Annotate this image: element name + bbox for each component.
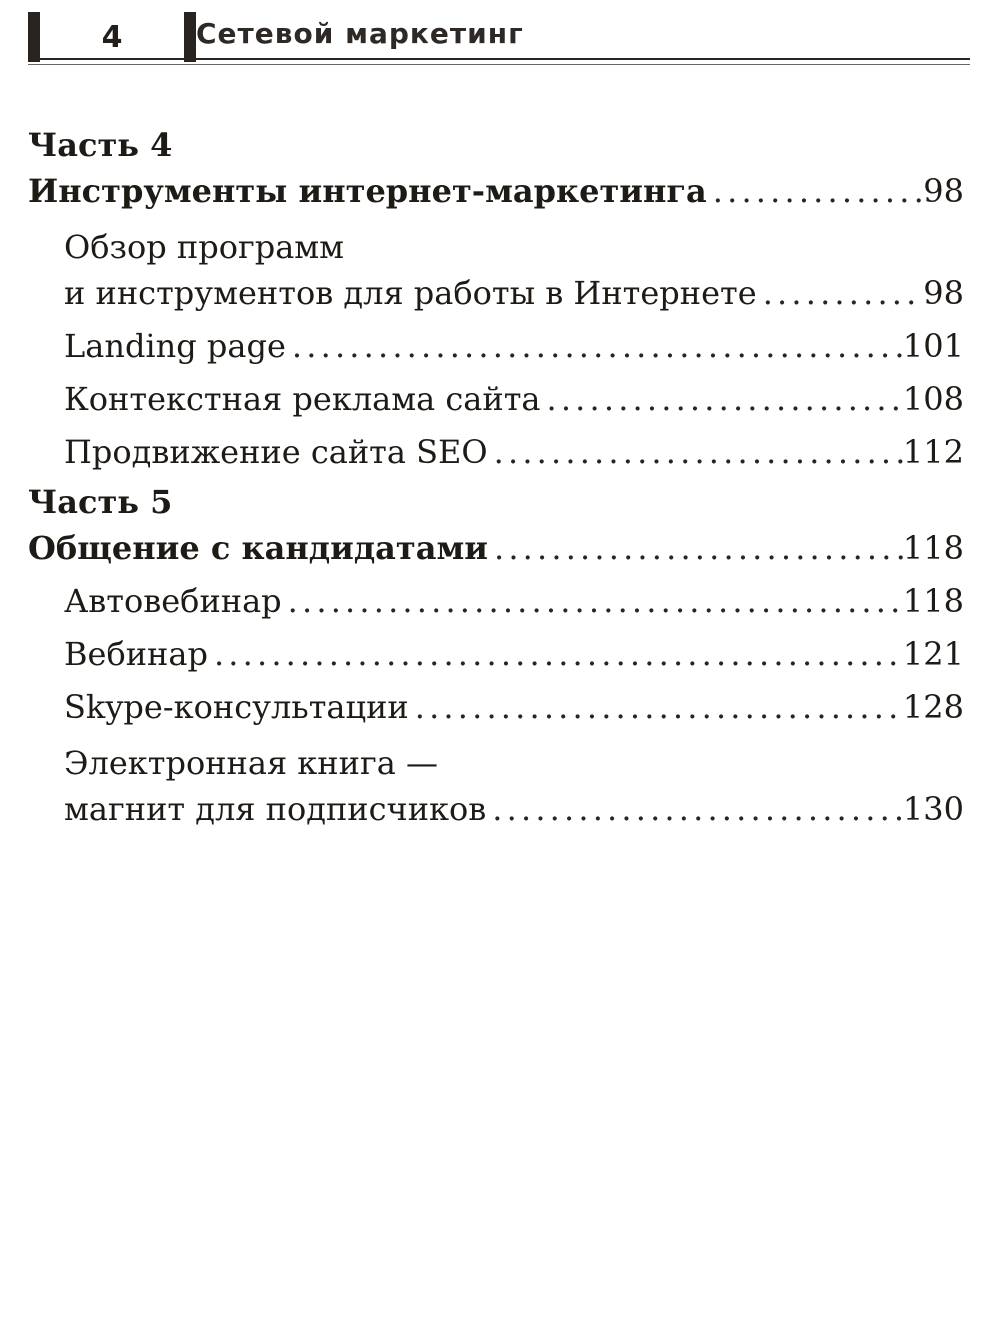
toc-entry [28,376,964,422]
dot-leader [707,168,924,214]
toc-entry-title: Контекстная реклама сайта [64,380,541,418]
dot-leader [286,323,903,369]
toc-entry-title: Вебинар [64,635,208,673]
toc-entry-title: Продвижение сайта SEO [64,433,488,471]
toc-entry-title: Landing page [64,327,286,365]
toc-entry [28,631,964,677]
table-of-contents [28,122,964,832]
toc-part-4 [28,122,964,475]
toc-page-number: 130 [902,790,964,828]
part-label: Часть 4 [28,126,173,164]
part-label: Часть 5 [28,483,173,521]
dot-leader [409,684,903,730]
dot-leader [486,786,903,832]
header-divider-bar [184,12,196,62]
toc-page-number: 118 [902,582,964,620]
toc-entry [28,684,964,730]
dot-leader [540,376,902,422]
toc-entry [28,323,964,369]
toc-page-number: 108 [902,380,964,418]
dot-leader [282,578,903,624]
toc-entry [28,578,964,624]
dot-leader [208,631,903,677]
toc-page-number: 112 [902,433,964,471]
toc-entry-title: Общение с кандидатами [28,529,488,567]
toc-entry [28,786,964,832]
dot-leader [488,525,903,571]
toc-page-number: 101 [902,327,964,365]
toc-entry-title-line2: и инструментов для работы в Интернете [64,274,757,312]
toc-part-5 [28,479,964,832]
toc-entry-title-line1: Обзор программ [64,228,345,266]
dot-leader [757,270,924,316]
toc-entry-title-line1: Электронная книга — [64,744,438,782]
toc-page-number: 98 [923,172,964,210]
running-title: Сетевой маркетинг [196,17,524,50]
toc-page-number: 98 [923,274,964,312]
toc-part-title [28,168,964,214]
page-number: 4 [101,20,123,55]
header-rule-thin [28,64,970,65]
toc-entry [28,429,964,475]
header-rule [28,58,970,60]
header-left-bar [28,12,40,62]
toc-page-number: 121 [902,635,964,673]
toc-part-title [28,525,964,571]
toc-page-number: 128 [902,688,964,726]
toc-entry-title-line2: магнит для подписчиков [64,790,487,828]
toc-entry-title: Skype-консультации [64,688,409,726]
toc-entry [28,270,964,316]
dot-leader [488,429,903,475]
toc-entry-title: Автовебинар [64,582,282,620]
toc-entry-title: Инструменты интернет-маркетинга [28,172,707,210]
toc-page-number: 118 [902,529,964,567]
running-header [28,6,970,62]
